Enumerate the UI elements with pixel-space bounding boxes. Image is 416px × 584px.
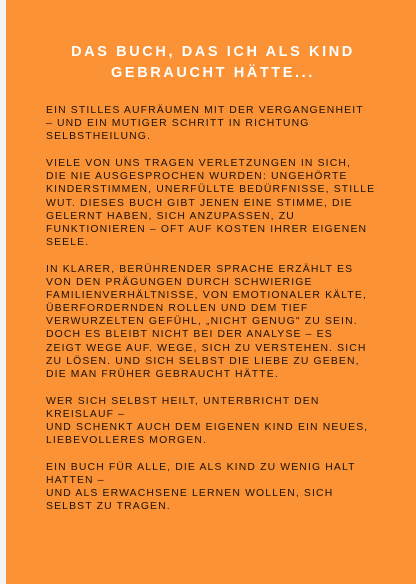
text-line: UND SCHENKT AUCH DEM EIGENEN KIND EIN NEUES, [46, 421, 369, 433]
text-line: VON DEN PRÄGUNGEN DURCH SCHWIERIGE [46, 277, 313, 289]
paragraph-cycle [46, 395, 380, 447]
text-line: DIE MAN FRÜHER GEBRAUCHT HÄTTE. [46, 368, 279, 380]
text-line: GELERNT HABEN, SICH ANZUPASSEN, ZU [46, 210, 295, 222]
text-line: SELBSTHEILUNG. [46, 131, 152, 143]
paragraph-wounds [46, 157, 380, 249]
text-line: VERWURZELTEN GEFÜHL, „NICHT GENUG" ZU SEIN. [46, 316, 358, 328]
text-line: KINDERSTIMMEN, UNERFÜLLTE BEDÜRFNISSE, STILLE [46, 184, 376, 196]
text-line: WUT. DIESES BUCH GIBT JENEN EINE STIMME, DIE [46, 197, 353, 209]
text-line: ZEIGT WEGE AUF. WEGE, SICH ZU VERSTEHEN. SICH [46, 342, 367, 354]
text-line: VIELE VON UNS TRAGEN VERLETZUNGEN IN SICH, [46, 158, 352, 170]
paragraph-audience [46, 461, 380, 513]
text-line: FUNKTIONIEREN – OFT AUF KOSTEN IHRER EIGENEN [46, 223, 368, 235]
text-line: FAMILIENVERHÄLTNISSE, VON EMOTIONALER KÄLTE, [46, 290, 368, 302]
text-line: – UND EIN MUTIGER SCHRITT IN RICHTUNG [46, 118, 310, 130]
text-line: IN KLARER, BERÜHRENDER SPRACHE ERZÄHLT ES [46, 263, 354, 275]
paragraph-language [46, 263, 380, 381]
text-line: SEELE. [46, 236, 90, 248]
text-line: KREISLAUF – [46, 408, 126, 420]
text-line: DIE NIE AUSGESPROCHEN WURDEN: UNGEHÖRTE [46, 171, 348, 183]
text-line: DOCH ES BLEIBT NICHT BEI DER ANALYSE – ES [46, 329, 333, 341]
text-line: EIN BUCH FÜR ALLE, DIE ALS KIND ZU WENIG HALT [46, 462, 356, 474]
text-line: UND ALS ERWACHSENE LERNEN WOLLEN, SICH [46, 488, 334, 500]
page-title [46, 42, 380, 84]
text-line: ZU LÖSEN. UND SICH SELBST DIE LIEBE ZU GEBEN, [46, 355, 360, 367]
title-line: GEBRAUCHT HÄTTE... [111, 65, 315, 81]
text-line: LIEBEVOLLERES MORGEN. [46, 435, 208, 447]
text-line: SELBST ZU TRAGEN. [46, 501, 171, 513]
text-line: WER SICH SELBST HEILT, UNTERBRICHT DEN [46, 395, 320, 407]
text-line: ÜBERFORDERNDEN ROLLEN UND DEM TIEF [46, 303, 309, 315]
book-blurb-page [6, 0, 416, 584]
title-line: DAS BUCH, DAS ICH ALS KIND [71, 44, 355, 60]
text-line: EIN STILLES AUFRÄUMEN MIT DER VERGANGENHEIT [46, 105, 364, 116]
text-line: HATTEN – [46, 475, 105, 487]
paragraph-intro [46, 104, 380, 143]
